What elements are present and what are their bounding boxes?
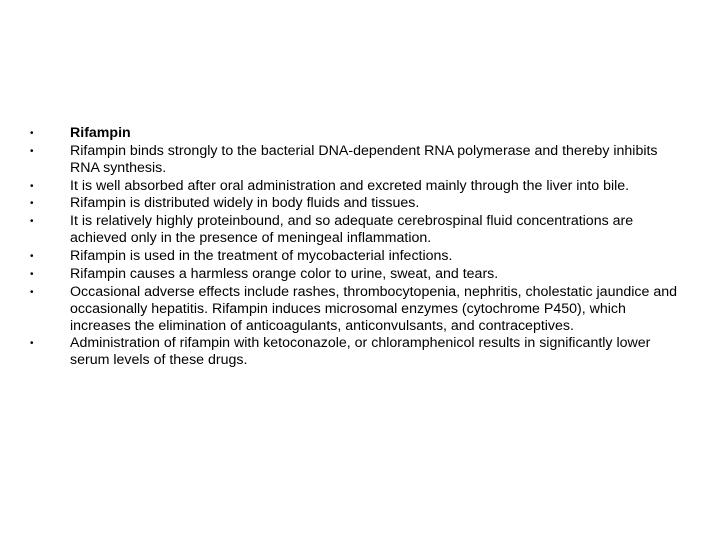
bullet-text: It is well absorbed after oral administration and excreted mainly through the liver into bile. (70, 177, 630, 194)
bullet-list (30, 125, 680, 370)
bullet-dot-icon: • (30, 286, 34, 298)
list-item (30, 195, 680, 212)
bullet-dot-icon: • (30, 250, 34, 262)
bullet-text: Rifampin binds strongly to the bacterial DNA-dependent RNA polymerase and thereby inhibits RNA synthesis. (70, 142, 658, 176)
bullet-text: Occasional adverse effects include rashes, thrombocytopenia, nephritis, cholestatic jaundice and occasionally hepatitis. Rifampin induces microsomal enzymes (cytochrome P450), which increases the elimination of anticoagulants, anticonvulsants, and contraceptives. (70, 283, 677, 334)
bullet-dot-icon: • (30, 128, 34, 139)
list-item (30, 125, 680, 142)
bullet-dot-icon: • (30, 338, 34, 350)
bullet-dot-icon: • (30, 268, 34, 280)
list-item (30, 178, 680, 195)
list-item (30, 266, 680, 283)
bullet-text: Rifampin causes a harmless orange color to urine, sweat, and tears. (70, 265, 499, 282)
list-item (30, 213, 680, 247)
bullet-text: Administration of rifampin with ketoconazole, or chloramphenicol results in significantly lower serum levels of these drugs. (70, 335, 651, 369)
bullet-dot-icon: • (30, 145, 34, 157)
list-item (30, 284, 680, 335)
list-item (30, 143, 680, 177)
list-item (30, 248, 680, 265)
bullet-dot-icon: • (30, 216, 34, 228)
bullet-dot-icon: • (30, 198, 34, 210)
slide-title: Rifampin (70, 125, 131, 141)
bullet-text: Rifampin is distributed widely in body fluids and tissues. (70, 195, 420, 212)
bullet-dot-icon: • (30, 180, 34, 192)
bullet-text: Rifampin is used in the treatment of mycobacterial infections. (70, 247, 453, 264)
list-item (30, 335, 680, 369)
bullet-text: It is relatively highly proteinbound, and so adequate cerebrospinal fluid concentrations are achieved only in the presence of meningeal inflammation. (70, 213, 634, 247)
